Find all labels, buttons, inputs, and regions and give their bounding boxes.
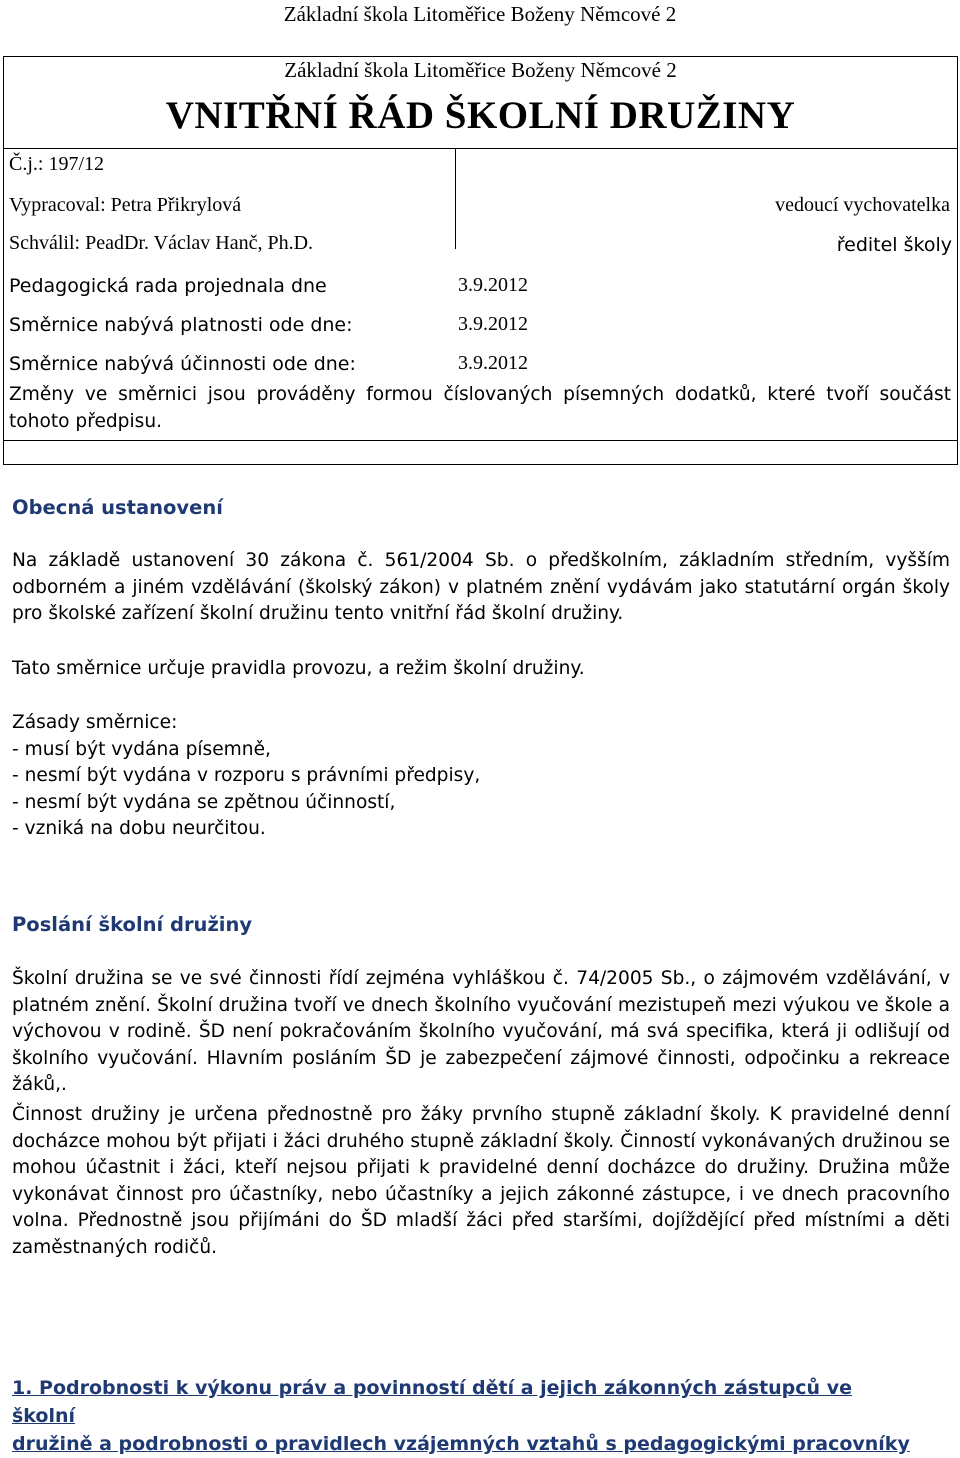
reference-number: Č.j.: 197/12: [9, 153, 105, 175]
principle-item: - nesmí být vydána se zpětnou účinností,: [12, 791, 396, 813]
principle-item: - nesmí být vydána v rozporu s právními předpisy,: [12, 765, 481, 786]
effective-date-value: 3.9.2012: [458, 352, 528, 374]
table-school-name: Základní škola Litoměřice Boženy Němcové 2: [284, 58, 677, 82]
document-title: VNITŘNÍ ŘÁD ŠKOLNÍ DRUŽINY: [165, 94, 796, 137]
approved-by: Schválil: PeadDr. Václav Hanč, Ph.D.: [9, 232, 314, 254]
table-divider-bottom: [3, 440, 958, 441]
general-paragraph-2: Tato směrnice určuje pravidla provozu, a režim školní družiny.: [12, 658, 585, 679]
general-paragraph-1: Na základě ustanovení 30 zákona č. 561/2004 Sb. o předškolním, základním středním, vyšším odborném a jiném vzdělávání (školský zákon) v platném znění vydávám jako statutární orgán školy pro školské zařízení školní družinu tento vnitřní řád školní družiny.: [12, 550, 950, 624]
prepared-by: Vypracoval: Petra Přikrylová: [9, 194, 242, 216]
approved-role: ředitel školy: [836, 234, 952, 256]
principle-item: - vzniká na dobu neurčitou.: [12, 818, 266, 839]
meeting-date-value: 3.9.2012: [458, 274, 528, 296]
principle-item: - musí být vydána písemně,: [12, 738, 271, 760]
changes-note: Změny ve směrnici jsou prováděny formou číslovaných písemných dodatků, které tvoří součást tohoto předpisu.: [9, 384, 951, 432]
principles-title: Zásady směrnice:: [12, 712, 178, 733]
validity-date-value: 3.9.2012: [458, 313, 528, 335]
general-heading: Obecná ustanovení: [12, 496, 223, 519]
section-1-heading: [12, 1374, 912, 1458]
table-border-bottom: [3, 464, 958, 465]
section-1-heading-line-1: 1. Podrobnosti k výkonu práv a povinností dětí a jejich zákonných zástupců ve školní: [12, 1377, 852, 1427]
page-header: Základní škola Litoměřice Boženy Němcové 2: [283, 2, 677, 26]
table-border-top: [3, 56, 958, 57]
mission-paragraph-1: Školní družina se ve své činnosti řídí zejména vyhláškou č. 74/2005 Sb., o zájmovém vzdělávání, v platném znění. Školní družina tvoří ve dnech školního vyučování mezistupeň mezi výukou ve škole a výchovou v rodině. ŠD není pokračováním školního vyučování, má svá specifika, která ji odlišují od školního vyučování. Hlavním posláním ŠD je zabezpečení zájmové činnosti, odpočinku a rekreace žáků,.: [12, 968, 950, 1095]
meeting-date-label: Pedagogická rada projednala dne: [9, 275, 327, 297]
effective-date-label: Směrnice nabývá účinnosti ode dne:: [9, 353, 356, 375]
mission-heading: Poslání školní družiny: [12, 913, 253, 936]
validity-date-label: Směrnice nabývá platnosti ode dne:: [9, 314, 353, 336]
prepared-role: vedoucí vychovatelka: [775, 194, 950, 216]
table-divider-title: [3, 148, 958, 149]
header-table: [3, 56, 958, 465]
principles-block: [12, 710, 950, 843]
mission-paragraph-2: Činnost družiny je určena přednostně pro žáky prvního stupně základní školy. K pravidelné denní docházce mohou být přijati i žáci druhého stupně základní školy. Činností vykonávaných družinou se mohou účastnit i žáci, kteří nejsou přijati k pravidelné denní docházce do družiny. Družina může vykonávat činnost pro účastníky, nebo účastníky a jejich zákonné zástupce, i ve dnech pracovního volna. Přednostně jsou přijímáni do ŠD mladší žáci před staršími, dojíždějící před místními a děti zaměstnaných rodičů.: [12, 1104, 950, 1258]
section-1-heading-line-2: družině a podrobnosti o pravidlech vzájemných vztahů s pedagogickými pracovníky: [12, 1433, 910, 1455]
table-divider-vertical: [455, 148, 456, 249]
